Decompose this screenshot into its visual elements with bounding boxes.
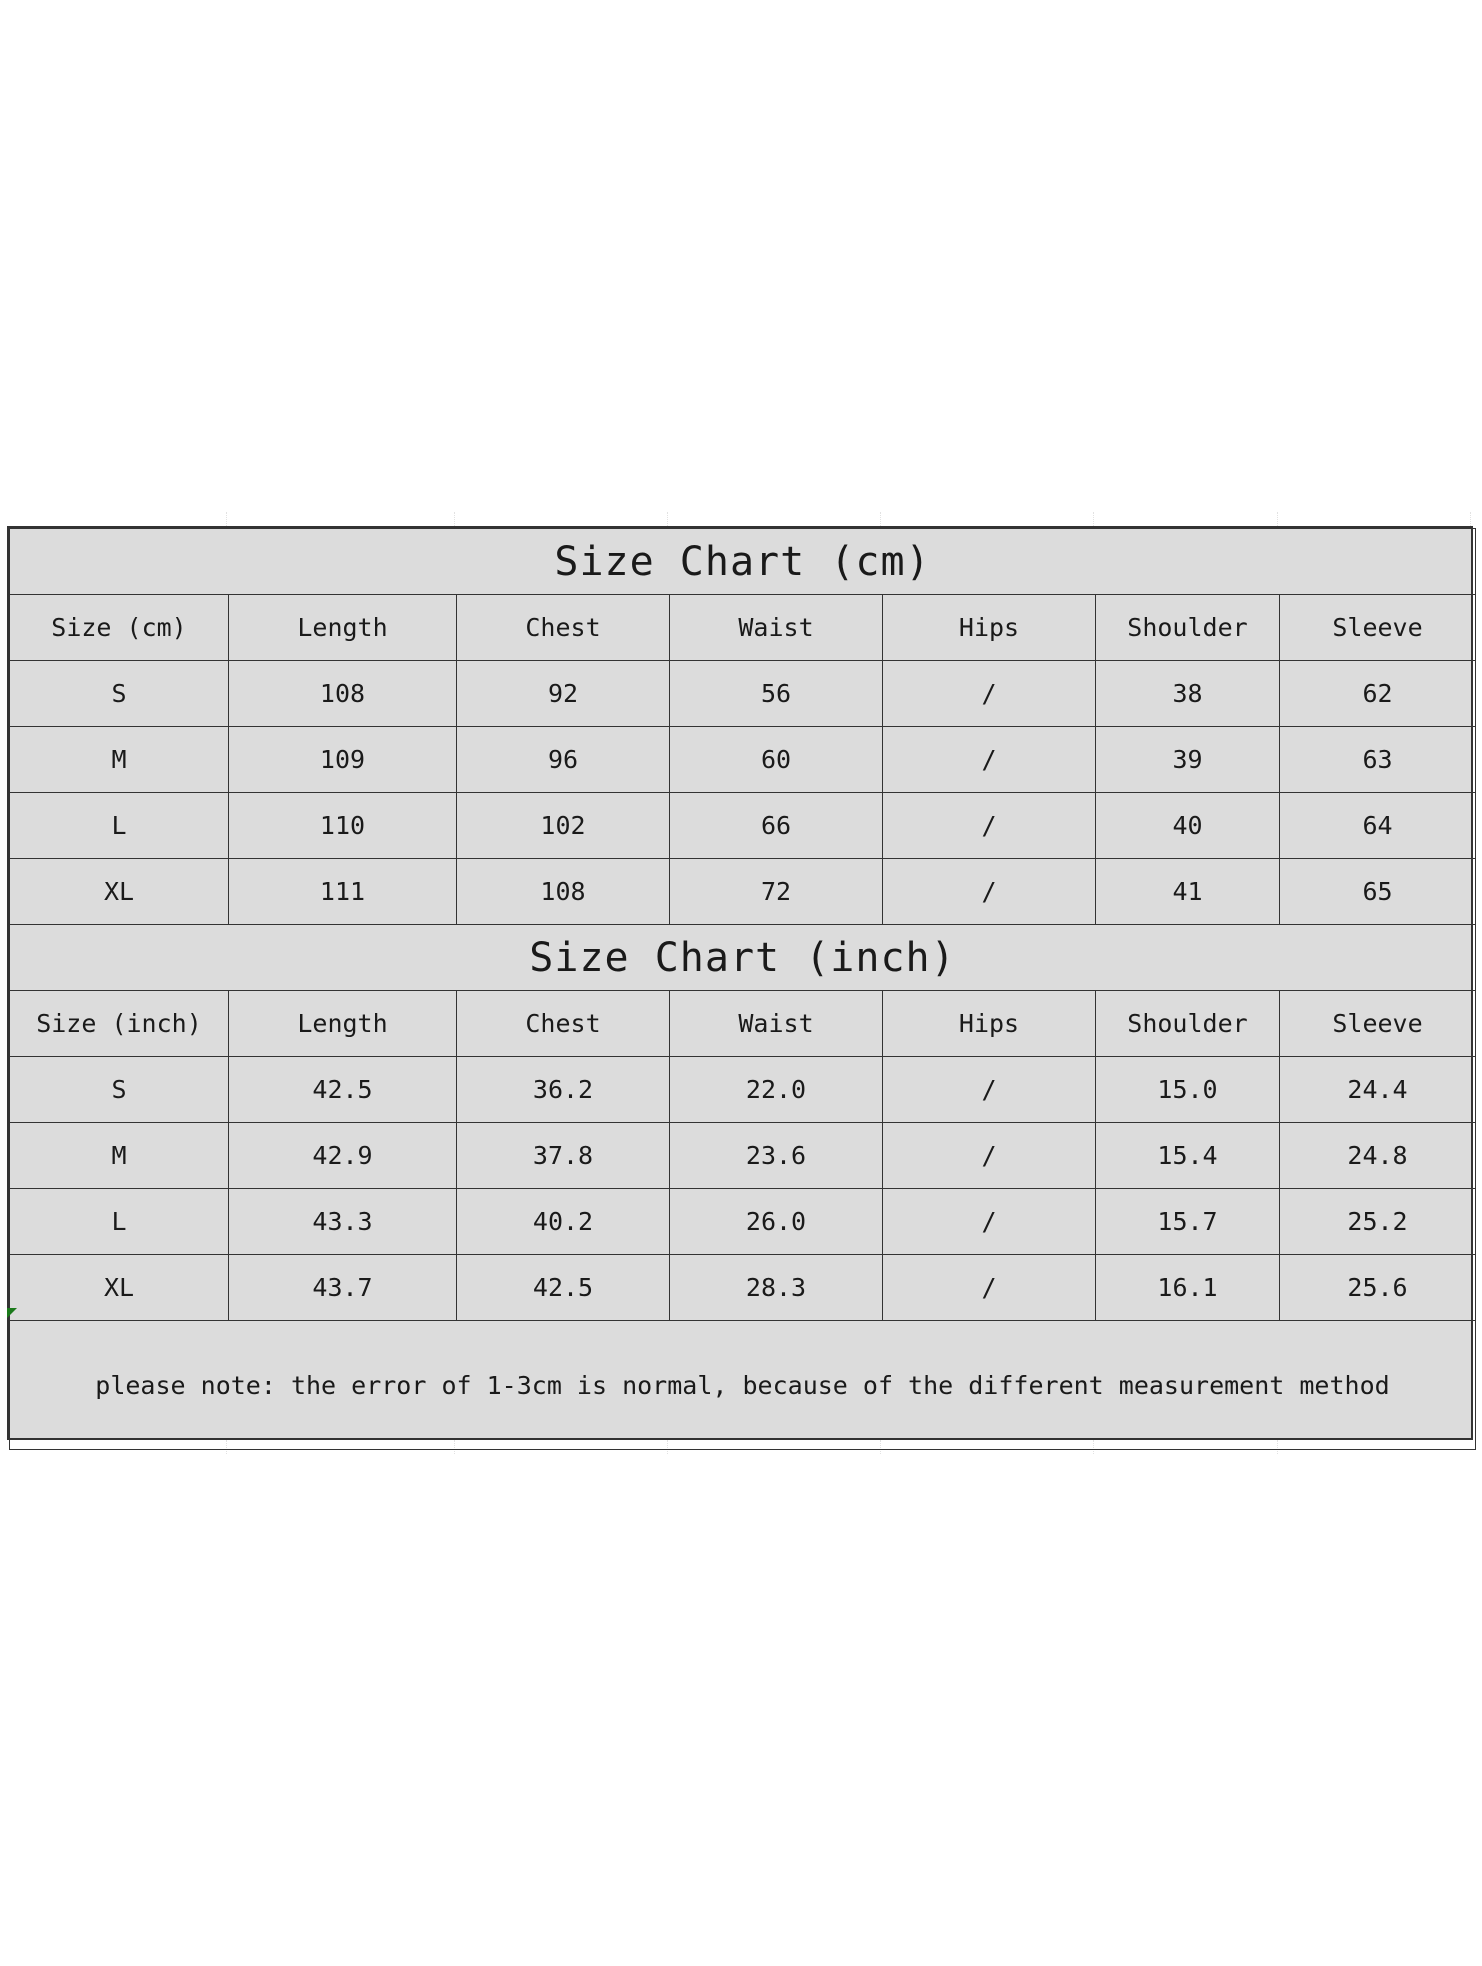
table-cell: 42.9 xyxy=(229,1123,457,1189)
header-cell: Size (cm) xyxy=(10,595,229,661)
table-cell: 92 xyxy=(457,661,670,727)
table-cell: 36.2 xyxy=(457,1057,670,1123)
inch-row-s xyxy=(10,1057,1476,1123)
table-cell: 110 xyxy=(229,793,457,859)
table-cell: 15.0 xyxy=(1096,1057,1280,1123)
header-cell: Length xyxy=(229,991,457,1057)
inch-header-row xyxy=(10,991,1476,1057)
table-cell: 24.8 xyxy=(1280,1123,1476,1189)
table-cell: 39 xyxy=(1096,727,1280,793)
gridline xyxy=(1277,512,1278,526)
table-cell: 37.8 xyxy=(457,1123,670,1189)
header-cell: Sleeve xyxy=(1280,595,1476,661)
inch-row-l xyxy=(10,1189,1476,1255)
header-cell: Waist xyxy=(670,595,883,661)
table-cell: / xyxy=(883,1123,1096,1189)
table-cell: 63 xyxy=(1280,727,1476,793)
table-cell: / xyxy=(883,661,1096,727)
table-cell: 22.0 xyxy=(670,1057,883,1123)
gridline xyxy=(454,512,455,526)
table-cell: 102 xyxy=(457,793,670,859)
table-cell: L xyxy=(10,1189,229,1255)
table-cell: 15.7 xyxy=(1096,1189,1280,1255)
table-cell: 62 xyxy=(1280,661,1476,727)
table-cell: / xyxy=(883,1189,1096,1255)
table-cell: 25.2 xyxy=(1280,1189,1476,1255)
note-row xyxy=(10,1321,1476,1450)
table-cell: / xyxy=(883,727,1096,793)
cm-title-row xyxy=(10,529,1476,595)
inch-chart-title: Size Chart (inch) xyxy=(10,925,1476,991)
table-cell: L xyxy=(10,793,229,859)
table-cell: 26.0 xyxy=(670,1189,883,1255)
table-cell: S xyxy=(10,1057,229,1123)
table-cell: 64 xyxy=(1280,793,1476,859)
table-cell: / xyxy=(883,1057,1096,1123)
size-chart-sheet xyxy=(7,526,1473,1440)
table-cell: 96 xyxy=(457,727,670,793)
table-cell: 23.6 xyxy=(670,1123,883,1189)
cm-row-m xyxy=(10,727,1476,793)
header-cell: Sleeve xyxy=(1280,991,1476,1057)
table-cell: 108 xyxy=(457,859,670,925)
table-cell: 42.5 xyxy=(457,1255,670,1321)
table-cell: 28.3 xyxy=(670,1255,883,1321)
cm-header-row xyxy=(10,595,1476,661)
header-cell: Chest xyxy=(457,595,670,661)
table-cell: M xyxy=(10,1123,229,1189)
cell-comment-marker xyxy=(7,1308,17,1318)
table-cell: 43.3 xyxy=(229,1189,457,1255)
table-cell: 15.4 xyxy=(1096,1123,1280,1189)
gridline xyxy=(667,512,668,526)
table-cell: 24.4 xyxy=(1280,1057,1476,1123)
gridline xyxy=(226,512,227,526)
table-cell: 108 xyxy=(229,661,457,727)
cm-row-s xyxy=(10,661,1476,727)
size-chart-table xyxy=(9,528,1476,1450)
table-cell: / xyxy=(883,859,1096,925)
table-cell: 66 xyxy=(670,793,883,859)
header-cell: Size (inch) xyxy=(10,991,229,1057)
table-cell: 38 xyxy=(1096,661,1280,727)
table-cell: 42.5 xyxy=(229,1057,457,1123)
inch-row-xl xyxy=(10,1255,1476,1321)
table-cell: 72 xyxy=(670,859,883,925)
table-cell: 43.7 xyxy=(229,1255,457,1321)
size-chart-body xyxy=(10,529,1476,1450)
table-cell: / xyxy=(883,1255,1096,1321)
table-cell: 40 xyxy=(1096,793,1280,859)
table-cell: 40.2 xyxy=(457,1189,670,1255)
gridline xyxy=(1093,512,1094,526)
table-cell: 111 xyxy=(229,859,457,925)
table-cell: / xyxy=(883,793,1096,859)
table-cell: 109 xyxy=(229,727,457,793)
table-cell: M xyxy=(10,727,229,793)
table-cell: 41 xyxy=(1096,859,1280,925)
cm-row-xl xyxy=(10,859,1476,925)
table-cell: 60 xyxy=(670,727,883,793)
gridline xyxy=(1470,512,1471,526)
cm-chart-title: Size Chart (cm) xyxy=(10,529,1476,595)
measurement-note: please note: the error of 1-3cm is normal, because of the different measurement method xyxy=(10,1321,1476,1450)
table-cell: 16.1 xyxy=(1096,1255,1280,1321)
cm-row-l xyxy=(10,793,1476,859)
inch-row-m xyxy=(10,1123,1476,1189)
table-cell: 25.6 xyxy=(1280,1255,1476,1321)
table-cell: XL xyxy=(10,1255,229,1321)
header-cell: Shoulder xyxy=(1096,595,1280,661)
table-cell: S xyxy=(10,661,229,727)
header-cell: Hips xyxy=(883,991,1096,1057)
header-cell: Hips xyxy=(883,595,1096,661)
gridline xyxy=(880,512,881,526)
table-cell: XL xyxy=(10,859,229,925)
table-cell: 65 xyxy=(1280,859,1476,925)
header-cell: Chest xyxy=(457,991,670,1057)
header-cell: Shoulder xyxy=(1096,991,1280,1057)
header-cell: Waist xyxy=(670,991,883,1057)
inch-title-row xyxy=(10,925,1476,991)
table-cell: 56 xyxy=(670,661,883,727)
header-cell: Length xyxy=(229,595,457,661)
